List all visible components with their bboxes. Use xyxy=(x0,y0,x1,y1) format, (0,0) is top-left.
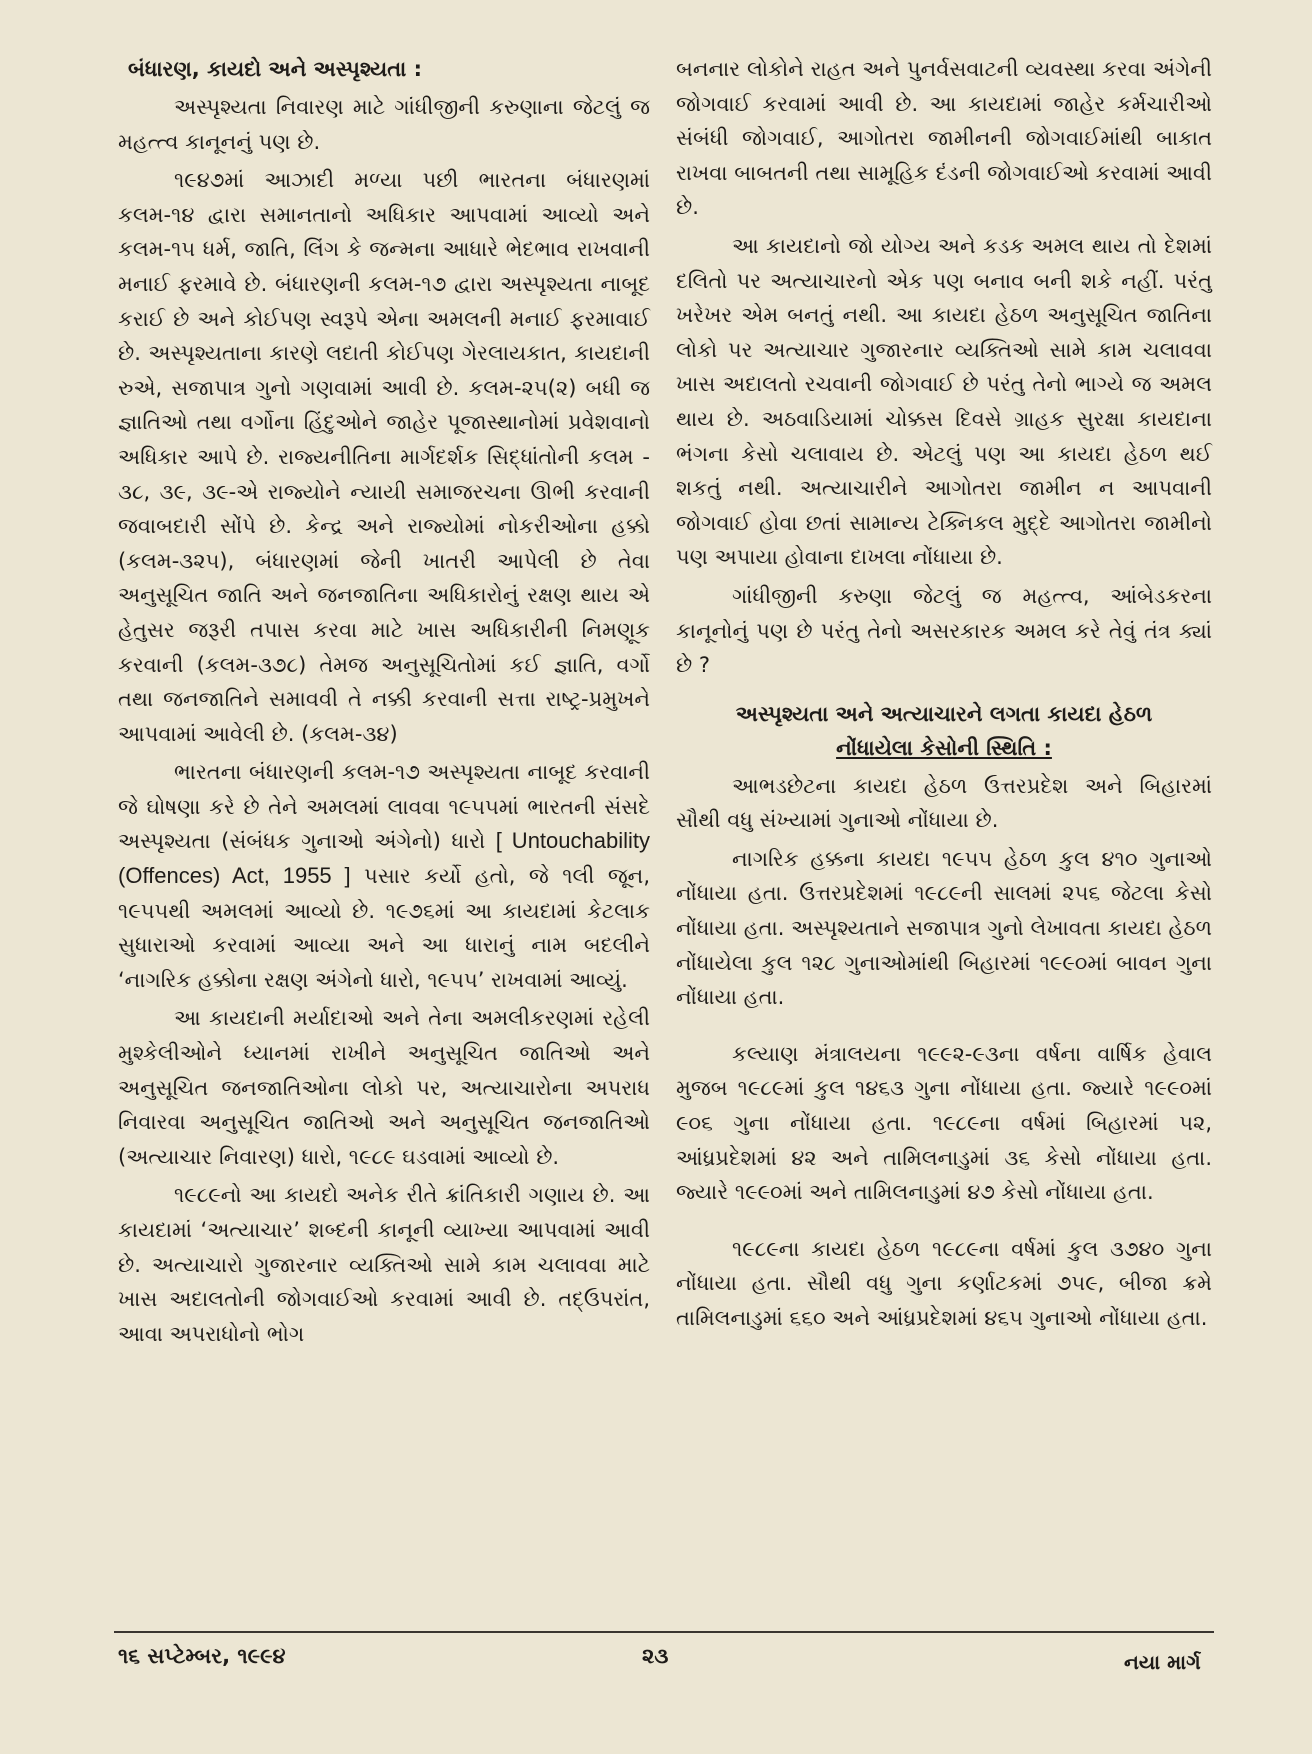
paragraph: આભડછેટના કાયદા હેઠળ ઉત્તરપ્રદેશ અને બિહારમાં સૌથી વધુ સંખ્યામાં ગુનાઓ નોંધાયા છે. xyxy=(676,773,1212,833)
paragraph: ૧૯૪૭માં આઝાદી મળ્યા પછી ભારતના બંધારણમાં કલમ-૧૪ દ્વારા સમાનતાનો અધિકાર આપવામાં આવ્યો અને કલમ-૧૫ ધર્મ, જાતિ, લિંગ કે જન્મના આધારે ભેદભાવ રાખવાની મનાઈ ફરમાવે છે. બંધારણની કલમ-૧૭ દ્વારા અસ્પૃશ્યતા નાબૂદ કરાઈ છે અને કોઈપણ સ્વરૂપે એના અમલની મનાઈ ફરમાવાઈ છે. અસ્પૃશ્યતાના કારણે લદાતી કોઈપણ ગેરલાયકાત, કાયદાની રુએ, સજાપાત્ર ગુનો ગણવામાં આવી છે. કલમ-૨૫(૨) બધી જ જ્ઞાતિઓ તથા વર્ગોના હિંદુઓને જાહેર પૂજાસ્થાનોમાં પ્રવેશવાનો અધિકાર આપે છે. રાજ્યનીતિના માર્ગદર્શક સિદ્ધાંતોની કલમ - ૩૮, ૩૯, ૩૯-એ રાજ્યોને ન્યાયી સમાજરચના ઊભી કરવાની જવાબદારી સોંપે છે. કેન્દ્ર અને રાજ્યોમાં નોકરીઓના હક્કો (કલમ-૩૨૫), બંધારણમાં જેની ખાતરી આપેલી છે તેવા અનુસૂચિત જાતિ અને જનજાતિના અધિકારોનું રક્ષણ થાય એ હેતુસર જરૂરી તપાસ કરવા માટે ખાસ અધિકારીની નિમણૂક કરવાની (કલમ-૩૭૮) તેમજ અનુસૂચિતોમાં કઈ જ્ઞાતિ, વર્ગો તથા જનજાતિને સમાવવી તે નક્કી કરવાની સત્તા રાષ્ટ્ર-પ્રમુખને આપવામાં આવેલી છે. (કલમ-૩૪) xyxy=(118,168,650,746)
page-number: ૨૩ xyxy=(642,1644,669,1668)
left-column xyxy=(118,52,650,1355)
paragraph: નાગરિક હક્કના કાયદા ૧૯૫૫ હેઠળ કુલ ૪૧૦ ગુનાઓ નોંધાયા હતા. ઉત્તરપ્રદેશમાં ૧૯૮૯ની સાલમાં ૨૫૬ જેટલા કેસો નોંધાયા હતા. અસ્પૃશ્યતાને સજાપાત્ર ગુનો લેખાવતા કાયદા હેઠળ નોંધાયેલા કુલ ૧૨૮ ગુનાઓમાંથી બિહારમાં ૧૯૯૦માં બાવન ગુના નોંધાયા હતા. xyxy=(676,846,1212,1010)
paragraph: ૧૯૮૯નો આ કાયદો અનેક રીતે ક્રાંતિકારી ગણાય છે. આ કાયદામાં ‘અત્યાચાર’ શબ્દની કાનૂની વ્યાખ્યા આપવામાં આવી છે. અત્યાચારો ગુજારનાર વ્યક્તિઓ સામે કામ ચલાવવા માટે ખાસ અદાલતોની જોગવાઈઓ કરવામાં આવી છે. તદ્ઉપરાંત, આવા અપરાધોનો ભોગ xyxy=(118,1183,650,1346)
heading-line: નોંધાયેલા કેસોની સ્થિતિ : xyxy=(836,735,1052,760)
magazine-name: નયા માર્ગ xyxy=(1124,1650,1201,1674)
paragraph: બનનાર લોકોને રાહત અને પુનર્વસવાટની વ્યવસ્થા કરવા અંગેની જોગવાઈ કરવામાં આવી છે. આ કાયદામાં જાહેર કર્મચારીઓ સંબંધી જોગવાઈ, આગોતરા જામીનની જોગવાઈમાંથી બાકાત રાખવા બાબતની તથા સામૂહિક દંડની જોગવાઈઓ કરવામાં આવી છે. xyxy=(676,57,1212,220)
right-column xyxy=(676,52,1212,1340)
footer-divider xyxy=(114,1631,1214,1633)
section-heading-cases xyxy=(676,697,1212,765)
paragraph: કલ્યાણ મંત્રાલયના ૧૯૯૨-૯૩ના વર્ષના વાર્ષિક હેવાલ મુજબ ૧૯૮૯માં કુલ ૧૪૬૩ ગુના નોંધાયા હતા. જ્યારે ૧૯૯૦માં ૯૦૬ ગુના નોંધાયા હતા. ૧૯૮૯ના વર્ષમાં બિહારમાં ૫૨, આંધ્રપ્રદેશમાં ૪૨ અને તામિલનાડુમાં ૩૬ કેસો નોંધાયા હતા. જ્યારે ૧૯૯૦માં અને તામિલનાડુમાં ૪૭ કેસો નોંધાયા હતા. xyxy=(676,1041,1212,1205)
paragraph: ૧૯૮૯ના કાયદા હેઠળ ૧૯૮૯ના વર્ષમાં કુલ ૩૭૪૦ ગુના નોંધાયા હતા. સૌથી વધુ ગુના કર્ણાટકમાં ૭૫૯, બીજા ક્રમે તામિલનાડુમાં ૬૬૦ અને આંધ્રપ્રદેશમાં ૪૬૫ ગુનાઓ નોંધાયા હતા. xyxy=(676,1236,1212,1330)
paragraph-text: ભારતના બંધારણની કલમ-૧૭ અસ્પૃશ્યતા નાબૂદ કરવાની જે ઘોષણા કરે છે તેને અમલમાં લાવવા ૧૯૫૫માં ભારતની સંસદે અસ્પૃશ્યતા (સંબંધક ગુનાઓ અંગેનો) ધારો xyxy=(118,760,650,854)
paragraph: ગાંધીજીની કરુણા જેટલું જ મહત્ત્વ, આંબેડકરના કાનૂનોનું પણ છે પરંતુ તેનો અસરકારક અમલ કરે તેવું તંત્ર ક્યાં છે ? xyxy=(676,583,1212,678)
paragraph-text: પસાર કર્યો હતો, જે ૧લી જૂન, ૧૯૫૫થી અમલમાં આવ્યો છે. ૧૯૭૬માં આ કાયદામાં કેટલાક સુધારાઓ કરવામાં આવ્યા અને આ ધારાનું નામ બદલીને ‘નાગરિક હક્કોના રક્ષણ અંગેનો ધારો, ૧૯૫૫’ રાખવામાં આવ્યું. xyxy=(118,864,651,992)
paragraph: આ કાયદાનો જો યોગ્ય અને કડક અમલ થાય તો દેશમાં દલિતો પર અત્યાચારનો એક પણ બનાવ બની શકે નહીં. પરંતુ ખરેખર એમ બનતું નથી. આ કાયદા હેઠળ અનુસૂચિત જાતિના લોકો પર અત્યાચાર ગુજારનાર વ્યક્તિઓ સામે કામ ચલાવવા ખાસ અદાલતો રચવાની જોગવાઈ છે પરંતુ તેનો ભાગ્યે જ અમલ થાય છે. અઠવાડિયામાં ચોક્કસ દિવસે ગ્રાહક સુરક્ષા કાયદાના ભંગના કેસો ચલાવાય છે. એટલું પણ આ કાયદા હેઠળ થઈ શકતું નથી. અત્યાચારીને આગોતરા જામીન ન આપવાની જોગવાઈ હોવા છતાં સામાન્ય ટેક્નિકલ મુદ્દે આગોતરા જામીનો પણ અપાયા હોવાના દાખલા નોંધાયા છે. xyxy=(676,233,1212,570)
paragraph: અસ્પૃશ્યતા નિવારણ માટે ગાંધીજીની કરુણાના જેટલું જ મહત્ત્વ કાનૂનનું પણ છે. xyxy=(118,95,650,154)
paragraph: આ કાયદાની મર્યાદાઓ અને તેના અમલીકરણમાં રહેલી મુશ્કેલીઓને ધ્યાનમાં રાખીને અનુસૂચિત જાતિઓ અને અનુસૂચિત જનજાતિઓના લોકો પર, અત્યાચારોના અપરાધ નિવારવા અનુસૂચિત જાતિઓ અને અનુસૂચિત જનજાતિઓ (અત્યાચાર નિવારણ) ધારો, ૧૯૮૯ ઘડવામાં આવ્યો છે. xyxy=(118,1006,650,1169)
paragraph xyxy=(118,755,650,997)
heading-line: અસ્પૃશ્યતા અને અત્યાચારને લગતા કાયદા હેઠળ xyxy=(735,701,1153,726)
section-heading-constitution: બંધારણ, કાયદો અને અસ્પૃશ્યતા : xyxy=(128,57,423,81)
act-name-english: [ Untouchability (Offences) Act, 1955 ] xyxy=(118,828,650,889)
footer-date: ૧૬ સપ્ટેમ્બર, ૧૯૯૪ xyxy=(118,1644,286,1668)
